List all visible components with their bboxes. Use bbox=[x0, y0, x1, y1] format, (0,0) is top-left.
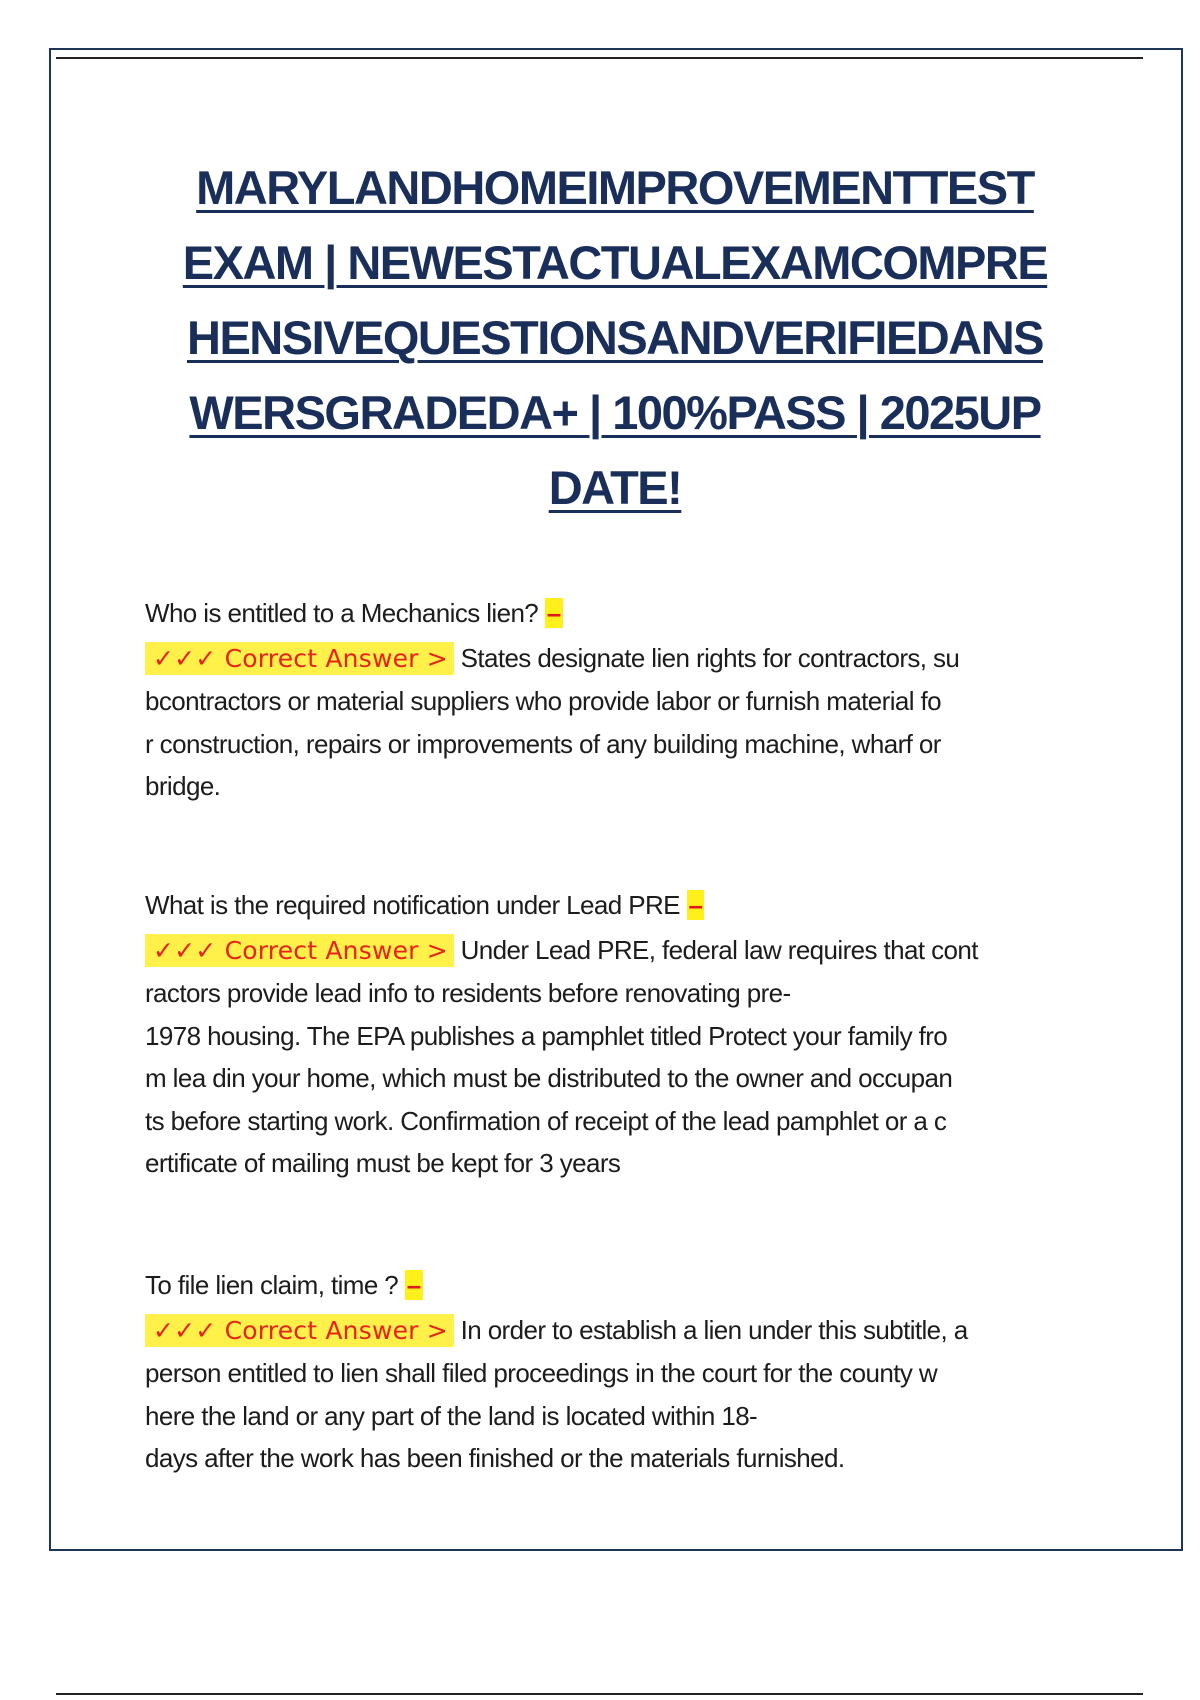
correct-answer-tag: ✓✓✓ Correct Answer > bbox=[145, 1314, 454, 1347]
qa-item bbox=[145, 592, 1095, 808]
answer-text: person entitled to lien shall filed proceedings in the court for the county w bbox=[145, 1358, 938, 1388]
question bbox=[145, 1264, 1095, 1307]
top-rule bbox=[56, 57, 1143, 59]
answer-text: here the land or any part of the land is located within 18- bbox=[145, 1400, 758, 1431]
answer-first-line bbox=[145, 929, 1095, 973]
question bbox=[145, 884, 1095, 927]
answer-text: ractors provide lead info to residents before renovating pre- bbox=[145, 978, 791, 1008]
correct-answer-tag: ✓✓✓ Correct Answer > bbox=[145, 934, 454, 967]
question-text: Who is entitled to a Mechanics lien? bbox=[145, 598, 539, 628]
correct-answer-tag: ✓✓✓ Correct Answer > bbox=[145, 642, 454, 675]
answer-text: ertificate of mailing must be kept for 3 years bbox=[145, 1148, 621, 1178]
answer-text: ts before starting work. Confirmation of receipt of the lead pamphlet or a c bbox=[145, 1105, 947, 1136]
document-title bbox=[150, 150, 1080, 525]
dash-marker: – bbox=[688, 890, 703, 920]
title-line: EXAM | NEWESTACTUALEXAMCOMPRE bbox=[182, 236, 1048, 289]
qa-item bbox=[145, 884, 1095, 1185]
qa-item bbox=[145, 1264, 1095, 1480]
title-line: DATE! bbox=[548, 461, 682, 514]
answer-text: days after the work has been finished or the materials furnished. bbox=[145, 1443, 845, 1473]
answer-text: r construction, repairs or improvements of any building machine, wharf or bbox=[145, 728, 941, 759]
title-line: HENSIVEQUESTIONSANDVERIFIEDANS bbox=[187, 311, 1043, 364]
dash-marker: – bbox=[406, 1270, 421, 1300]
answer-text: bridge. bbox=[145, 771, 221, 801]
answer-text: bcontractors or material suppliers who provide labor or furnish material fo bbox=[145, 686, 942, 716]
title-line: MARYLANDHOMEIMPROVEMENTTEST bbox=[196, 161, 1034, 214]
answer-first-line bbox=[145, 637, 1095, 681]
bottom-rule bbox=[56, 1693, 1143, 1695]
title-line: WERSGRADEDA+ | 100%PASS | 2025UP bbox=[189, 386, 1041, 439]
answer-text: States designate lien rights for contractors, su bbox=[460, 642, 960, 673]
dash-marker: – bbox=[546, 598, 561, 628]
answer-text: Under Lead PRE, federal law requires that cont bbox=[460, 934, 978, 965]
answer-text: m lea din your home, which must be distributed to the owner and occupan bbox=[145, 1063, 953, 1093]
question-text: What is the required notification under Lead PRE bbox=[145, 890, 680, 920]
answer-first-line bbox=[145, 1309, 1095, 1353]
question bbox=[145, 592, 1095, 635]
question-text: To file lien claim, time ? bbox=[145, 1270, 399, 1300]
answer-text: In order to establish a lien under this subtitle, a bbox=[460, 1314, 968, 1345]
answer-text: 1978 housing. The EPA publishes a pamphlet titled Protect your family fro bbox=[145, 1020, 948, 1051]
